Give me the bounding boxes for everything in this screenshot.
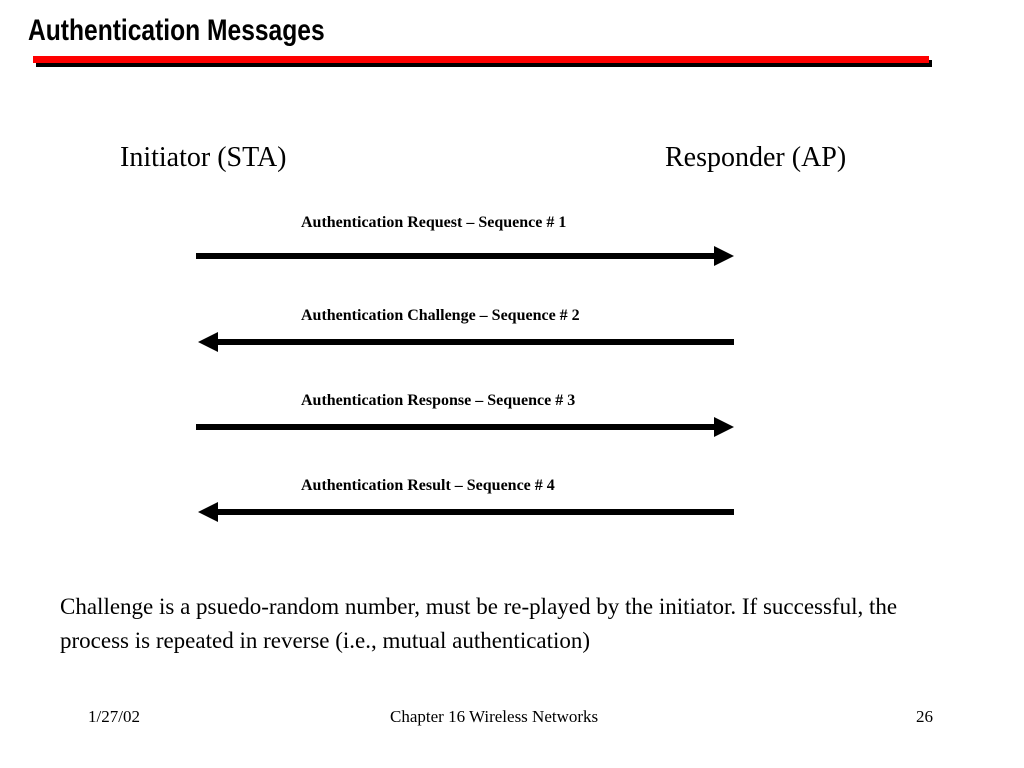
explanation-note: Challenge is a psuedo-random number, must be re-played by the initiator. If successful, the process is repeated in reverse (i.e., mutual authentication) xyxy=(60,594,898,653)
footer-date: 1/27/02 xyxy=(88,707,140,726)
slide-title: Authentication Messages xyxy=(28,14,325,47)
initiator-label: Initiator (STA) xyxy=(120,142,287,173)
message-label-2: Authentication Challenge – Sequence # 2 xyxy=(301,307,580,324)
responder-label: Responder (AP) xyxy=(665,142,847,173)
footer-chapter: Chapter 16 Wireless Networks xyxy=(390,707,599,726)
title-underline xyxy=(33,56,929,63)
arrow-left-4 xyxy=(196,500,736,524)
arrow-left-2 xyxy=(196,330,736,354)
footer-page-number: 26 xyxy=(916,707,933,726)
arrow-right-1 xyxy=(196,244,736,268)
message-label-4: Authentication Result – Sequence # 4 xyxy=(301,477,555,494)
message-label-1: Authentication Request – Sequence # 1 xyxy=(301,214,567,231)
arrow-right-3 xyxy=(196,415,736,439)
message-label-3: Authentication Response – Sequence # 3 xyxy=(301,392,576,409)
